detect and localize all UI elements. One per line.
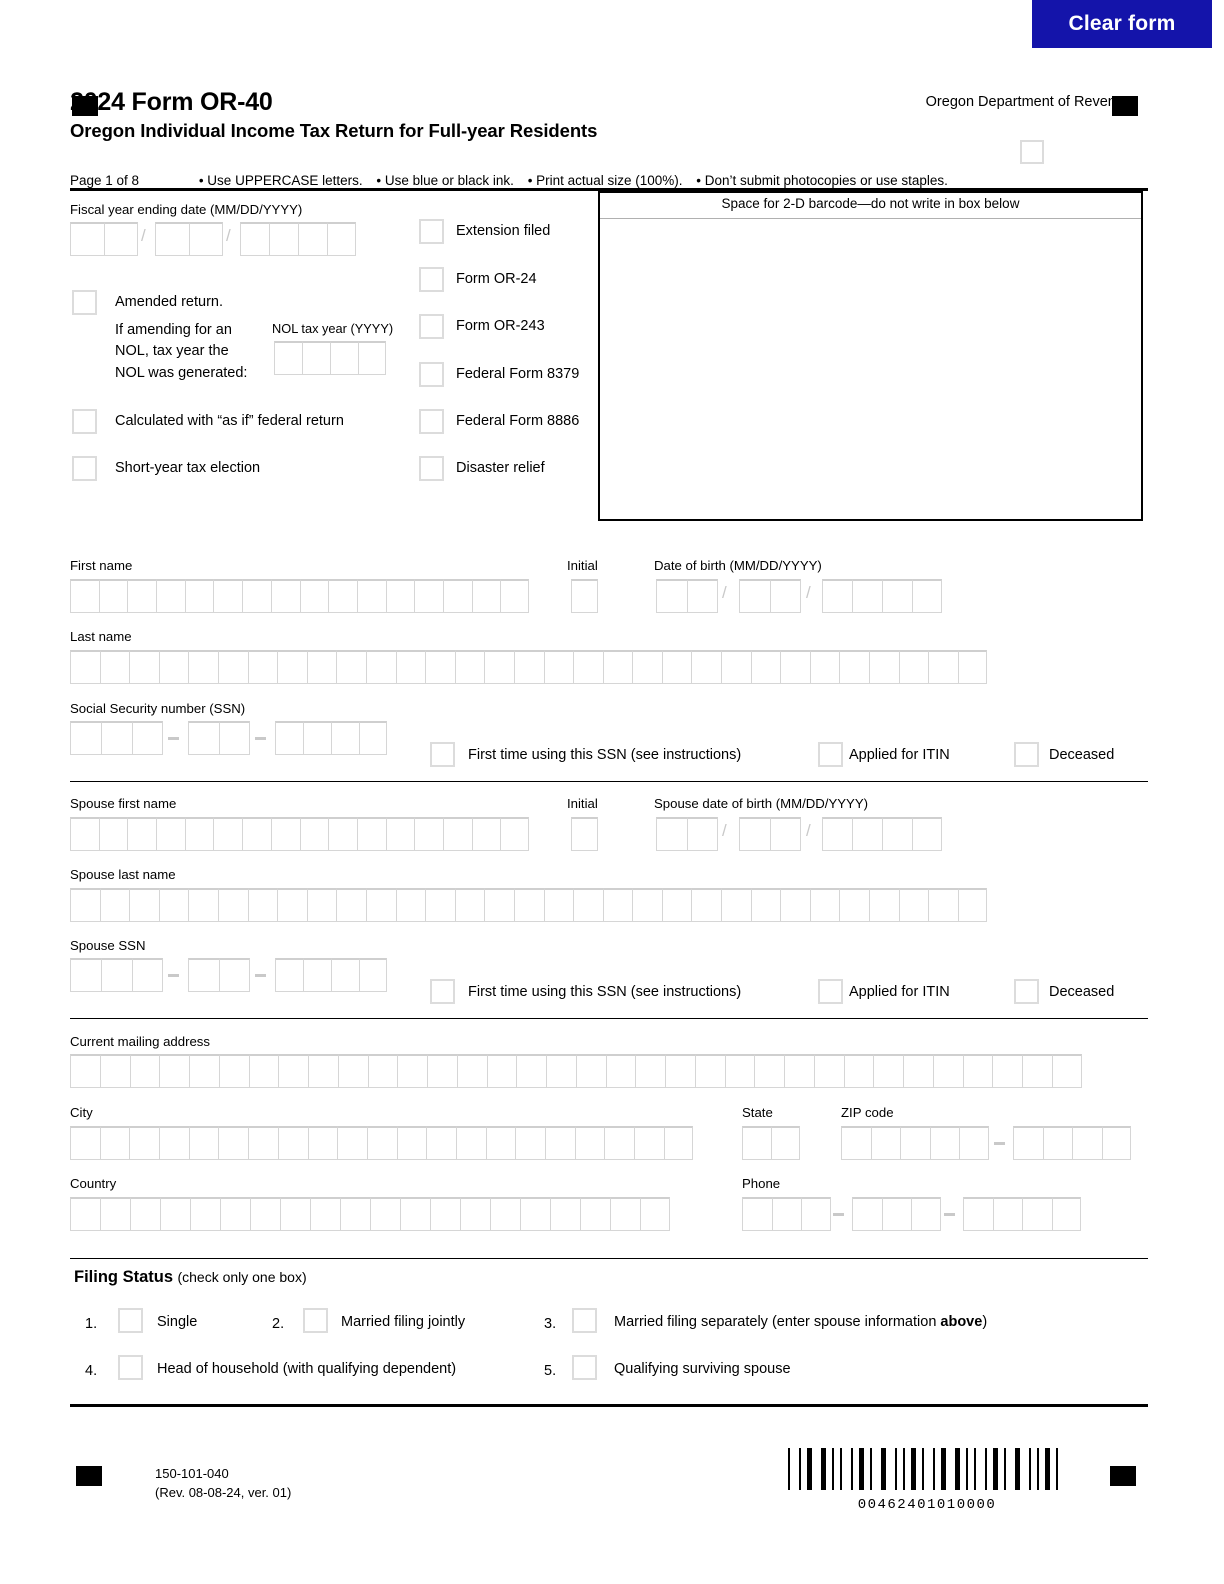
divider-address-filing-status (70, 1258, 1148, 1259)
initial-input[interactable] (571, 579, 598, 613)
fiscal-year-year-input[interactable] (240, 222, 356, 256)
filing-status-number-2: 2. (272, 1316, 285, 1332)
first-name-label: First name (70, 558, 133, 573)
date-separator-slash-icon-2: / (226, 226, 231, 245)
amended-return-label: Amended return. (115, 294, 224, 310)
spouse-applied-itin-label: Applied for ITIN (849, 984, 950, 1000)
calculated-as-if-checkbox[interactable] (72, 409, 97, 434)
ssn-serial-input[interactable] (275, 721, 387, 755)
calculated-as-if-label: Calculated with “as if” federal return (115, 413, 344, 429)
footer-barcode (788, 1448, 1067, 1490)
form-or-24-checkbox[interactable] (419, 267, 444, 292)
amended-line-2: If amending for an (115, 322, 232, 338)
applied-itin-label: Applied for ITIN (849, 747, 950, 763)
amended-return-checkbox[interactable] (72, 290, 97, 315)
extension-filed-label: Extension filed (456, 223, 551, 239)
filing-status-single-checkbox[interactable] (118, 1308, 143, 1333)
spouse-dob-day-input[interactable] (739, 817, 801, 851)
filing-status-married-separately-label: Married filing separately (enter spouse information above) (614, 1314, 988, 1330)
spouse-date-of-birth-label: Spouse date of birth (MM/DD/YYYY) (654, 796, 869, 811)
filing-status-qualifying-spouse-label: Qualifying surviving spouse (614, 1361, 791, 1377)
deceased-checkbox[interactable] (1014, 742, 1039, 767)
ssn-dash-icon (168, 737, 179, 740)
rule-bottom (70, 1404, 1148, 1407)
filing-status-number-5: 5. (544, 1363, 557, 1379)
spouse-first-name-label: Spouse first name (70, 796, 177, 811)
spouse-ssn-group-input[interactable] (188, 958, 250, 992)
filing-status-married-jointly-checkbox[interactable] (303, 1308, 328, 1333)
filing-status-head-of-household-checkbox[interactable] (118, 1355, 143, 1380)
spouse-last-name-input[interactable] (70, 888, 987, 922)
date-of-birth-label: Date of birth (MM/DD/YYYY) (654, 558, 822, 573)
form-number: 150-101-040 (155, 1466, 229, 1481)
spouse-initial-label: Initial (567, 796, 598, 811)
nol-tax-year-input[interactable] (274, 341, 386, 375)
state-input[interactable] (742, 1126, 800, 1160)
spouse-ssn-area-input[interactable] (70, 958, 163, 992)
country-input[interactable] (70, 1197, 670, 1231)
footer-barcode-digits: 00462401010000 (857, 1497, 997, 1513)
mailing-address-label: Current mailing address (70, 1034, 210, 1049)
first-time-ssn-checkbox[interactable] (430, 742, 455, 767)
filing-status-single-label: Single (157, 1314, 198, 1330)
applied-itin-checkbox[interactable] (818, 742, 843, 767)
short-year-election-checkbox[interactable] (72, 456, 97, 481)
spouse-first-time-ssn-label: First time using this SSN (see instructions) (468, 984, 742, 1000)
form-or-24-label: Form OR-24 (456, 271, 537, 287)
federal-form-8379-label: Federal Form 8379 (456, 366, 580, 382)
first-name-input[interactable] (70, 579, 529, 613)
federal-form-8379-checkbox[interactable] (419, 362, 444, 387)
phone-prefix-input[interactable] (852, 1197, 941, 1231)
mailing-address-input[interactable] (70, 1054, 1082, 1088)
zip-code-label: ZIP code (841, 1105, 894, 1120)
header-checkbox[interactable] (1020, 140, 1044, 164)
divider-taxpayer-spouse (70, 781, 1148, 782)
spouse-ssn-dash-icon (168, 974, 179, 977)
amended-line-3: NOL, tax year the (115, 343, 229, 359)
form-or-243-checkbox[interactable] (419, 314, 444, 339)
page-title: 2024 Form OR-40 (70, 88, 273, 116)
disaster-relief-checkbox[interactable] (419, 456, 444, 481)
federal-form-8886-label: Federal Form 8886 (456, 413, 580, 429)
two-d-barcode-box (598, 191, 1143, 521)
registration-mark-bottom-right (1110, 1466, 1136, 1486)
filing-status-number-3: 3. (544, 1316, 557, 1332)
initial-label: Initial (567, 558, 598, 573)
zip-plus-four-input[interactable] (1013, 1126, 1131, 1160)
barcode-box-caption: Space for 2-D barcode—do not write in box below (721, 196, 1020, 211)
spouse-applied-itin-checkbox[interactable] (818, 979, 843, 1004)
filing-status-qualifying-spouse-checkbox[interactable] (572, 1355, 597, 1380)
spouse-dob-separator-slash-icon: / (722, 821, 727, 840)
filing-status-married-jointly-label: Married filing jointly (341, 1314, 466, 1330)
phone-dash-icon (833, 1213, 844, 1216)
agency-name: Oregon Department of Revenue (925, 94, 1132, 110)
zip-dash-icon (994, 1142, 1005, 1145)
phone-area-input[interactable] (742, 1197, 831, 1231)
phone-line-input[interactable] (963, 1197, 1081, 1231)
page-subtitle: Oregon Individual Income Tax Return for Full-year Residents (70, 119, 598, 141)
form-revision: (Rev. 08-08-24, ver. 01) (155, 1484, 292, 1500)
extension-filed-checkbox[interactable] (419, 219, 444, 244)
spouse-dob-separator-slash-icon-2: / (806, 821, 811, 840)
instruction-no-photocopies: • Don’t submit photocopies or use staples. (696, 173, 948, 188)
spouse-deceased-checkbox[interactable] (1014, 979, 1039, 1004)
country-label: Country (70, 1176, 117, 1191)
filing-status-number-4: 4. (85, 1363, 98, 1379)
instruction-ink: • Use blue or black ink. (376, 173, 514, 188)
first-time-ssn-label: First time using this SSN (see instructions) (468, 747, 742, 763)
filing-status-title: Filing Status (74, 1268, 173, 1286)
state-label: State (742, 1105, 773, 1120)
spouse-initial-input[interactable] (571, 817, 598, 851)
spouse-deceased-label: Deceased (1049, 984, 1115, 1000)
zip-code-input[interactable] (841, 1126, 989, 1160)
ssn-dash-icon-2 (255, 737, 266, 740)
spouse-ssn-label: Spouse SSN (70, 938, 146, 953)
dob-day-input[interactable] (739, 579, 801, 613)
disaster-relief-label: Disaster relief (456, 460, 545, 476)
filing-status-above-emphasis: above (940, 1314, 983, 1330)
dob-separator-slash-icon: / (722, 583, 727, 602)
dob-separator-slash-icon-2: / (806, 583, 811, 602)
barcode-caption-divider (600, 218, 1141, 219)
fiscal-year-label: Fiscal year ending date (MM/DD/YYYY) (70, 202, 303, 217)
dob-month-input[interactable] (656, 579, 718, 613)
footer-form-info (155, 1465, 291, 1503)
city-input[interactable] (70, 1126, 693, 1160)
phone-dash-icon-2 (944, 1213, 955, 1216)
city-label: City (70, 1105, 93, 1120)
filing-status-heading (74, 1268, 307, 1287)
federal-form-8886-checkbox[interactable] (419, 409, 444, 434)
deceased-label: Deceased (1049, 747, 1115, 763)
page-of-label: Page 1 of 8 (70, 173, 140, 188)
instructions-line (70, 173, 1150, 188)
fiscal-year-day-input[interactable] (155, 222, 223, 256)
spouse-dob-year-input[interactable] (822, 817, 942, 851)
spouse-ssn-dash-icon-2 (255, 974, 266, 977)
ssn-group-input[interactable] (188, 721, 250, 755)
instruction-print-size: • Print actual size (100%). (527, 173, 683, 188)
ssn-label: Social Security number (SSN) (70, 701, 246, 716)
last-name-label: Last name (70, 629, 132, 644)
clear-form-button[interactable]: Clear form (1032, 0, 1212, 48)
filing-status-number-1: 1. (85, 1316, 98, 1332)
amended-line-4: NOL was generated: (115, 365, 248, 381)
dob-year-input[interactable] (822, 579, 942, 613)
nol-tax-year-label: NOL tax year (YYYY) (272, 321, 394, 336)
divider-spouse-address (70, 1018, 1148, 1019)
date-separator-slash-icon: / (141, 226, 146, 245)
short-year-election-label: Short-year tax election (115, 460, 261, 476)
filing-status-married-separately-checkbox[interactable] (572, 1308, 597, 1333)
fiscal-year-month-input[interactable] (70, 222, 138, 256)
filing-status-hint: (check only one box) (177, 1269, 307, 1285)
spouse-last-name-label: Spouse last name (70, 867, 176, 882)
instruction-uppercase: • Use UPPERCASE letters. (198, 173, 363, 188)
spouse-first-time-ssn-checkbox[interactable] (430, 979, 455, 1004)
ssn-area-input[interactable] (70, 721, 163, 755)
last-name-input[interactable] (70, 650, 987, 684)
spouse-dob-month-input[interactable] (656, 817, 718, 851)
filing-status-head-of-household-label: Head of household (with qualifying dependent) (157, 1361, 457, 1377)
form-or-243-label: Form OR-243 (456, 318, 545, 334)
registration-mark-bottom-left (76, 1466, 102, 1486)
phone-label: Phone (742, 1176, 781, 1191)
spouse-first-name-input[interactable] (70, 817, 529, 851)
spouse-ssn-serial-input[interactable] (275, 958, 387, 992)
